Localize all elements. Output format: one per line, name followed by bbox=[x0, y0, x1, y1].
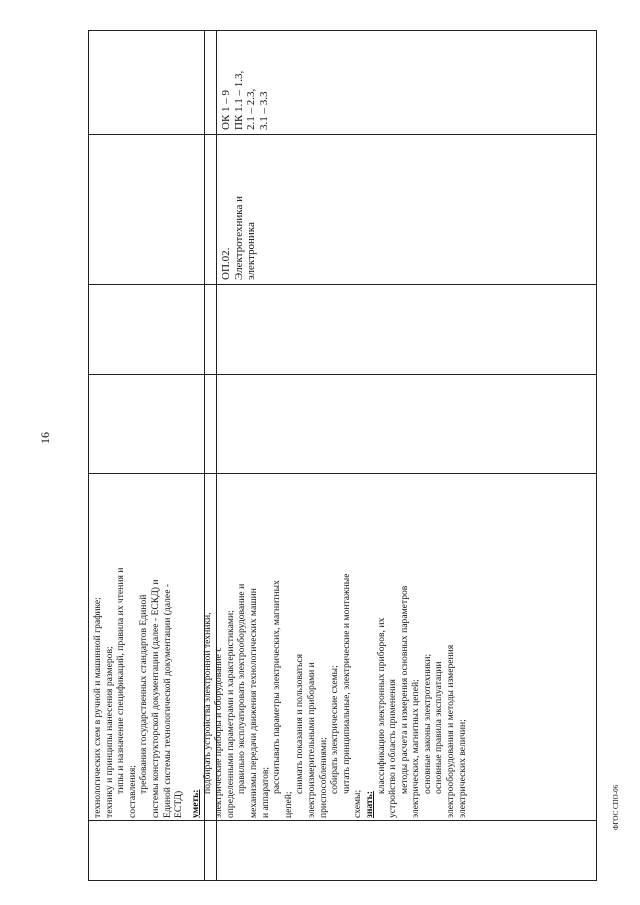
row-divider bbox=[88, 284, 596, 285]
discipline-code: ОП.02. bbox=[220, 247, 232, 280]
knowledge-line: электрооборудования и методы измерения bbox=[445, 644, 457, 818]
knowledge-line: основные правила эксплуатации bbox=[433, 661, 445, 794]
knowledge-line: основные законы электротехники; bbox=[421, 653, 433, 794]
competencies-cell bbox=[220, 30, 270, 130]
knowledge-line: устройство и область применения bbox=[387, 679, 399, 818]
discipline-name: Электротехника и bbox=[232, 196, 245, 280]
table-border-bottom bbox=[88, 880, 596, 881]
knowledge-line: электрических, магнитных цепей; bbox=[410, 679, 422, 818]
text-line: технологических схем в ручной и машинной графике; bbox=[92, 597, 103, 818]
row-divider bbox=[88, 473, 596, 474]
footer-code: ФГОС СПО-06 bbox=[612, 784, 620, 830]
text-line: ЕСТД) bbox=[173, 790, 185, 818]
text-line: составления; bbox=[126, 765, 138, 818]
skill-line: цепей; bbox=[282, 791, 294, 818]
skill-line: собирать электрические схемы; bbox=[329, 665, 341, 794]
continuation-text bbox=[92, 478, 185, 818]
skill-line: правильно эксплуатировать электрооборудование и bbox=[236, 583, 248, 794]
skill-line: электроизмерительными приборами и bbox=[305, 662, 317, 818]
skill-line: приспособлениями; bbox=[317, 737, 329, 818]
knowledge-line: классификацию электронных приборов, их bbox=[375, 617, 387, 794]
discipline-name: электроника bbox=[245, 222, 257, 280]
row-divider bbox=[88, 134, 596, 135]
skill-line: читать принципиальные, электрические и монтажные bbox=[340, 573, 352, 794]
table-border-top bbox=[88, 30, 596, 31]
skill-line: и аппаратов; bbox=[259, 766, 271, 818]
row-divider bbox=[88, 374, 596, 375]
table-border-right bbox=[596, 30, 597, 881]
skill-line: определенными параметрами и характеристиками; bbox=[224, 610, 236, 818]
text-line: технику и принципы нанесения размеров; bbox=[103, 646, 115, 818]
competency-line: 2.1 – 2.3, bbox=[245, 88, 257, 130]
umet-header: уметь: bbox=[190, 789, 201, 818]
row-divider bbox=[88, 820, 596, 821]
skill-line: схемы; bbox=[352, 789, 364, 818]
znat-header: знать: bbox=[363, 791, 375, 818]
skill-line: рассчитывать параметры электрических, магнитных bbox=[271, 580, 283, 794]
knowledge-line: методы расчета и измерения основных параметров bbox=[398, 585, 410, 794]
discipline-cell bbox=[220, 130, 258, 280]
text-line: типы и назначение спецификаций, правила их чтения и bbox=[115, 567, 127, 794]
text-line: требования государственных стандартов Единой bbox=[138, 594, 150, 794]
page-number: 16 bbox=[38, 432, 52, 444]
text-line: системы конструкторской документации (далее - ЕСКД) и bbox=[149, 579, 161, 818]
table-border-left bbox=[88, 30, 89, 881]
skill-line: электрические приборы и оборудование с bbox=[213, 647, 225, 818]
skills-knowledge-text bbox=[190, 478, 468, 818]
skill-line: механизмы передачи движения технологических машин bbox=[247, 588, 259, 818]
skill-line: подбирать устройства электронной техники, bbox=[201, 612, 213, 794]
knowledge-line: электрических величин; bbox=[456, 719, 468, 818]
competency-line: 3.1 – 3.3 bbox=[257, 91, 270, 130]
text-line: Единой системы технологической документации (далее - bbox=[161, 583, 173, 818]
competency-line: ОК 1 – 9 bbox=[220, 89, 232, 130]
competency-line: ПК 1.1 – 1.3, bbox=[232, 70, 245, 130]
skill-line: снимать показания и пользоваться bbox=[294, 653, 306, 794]
